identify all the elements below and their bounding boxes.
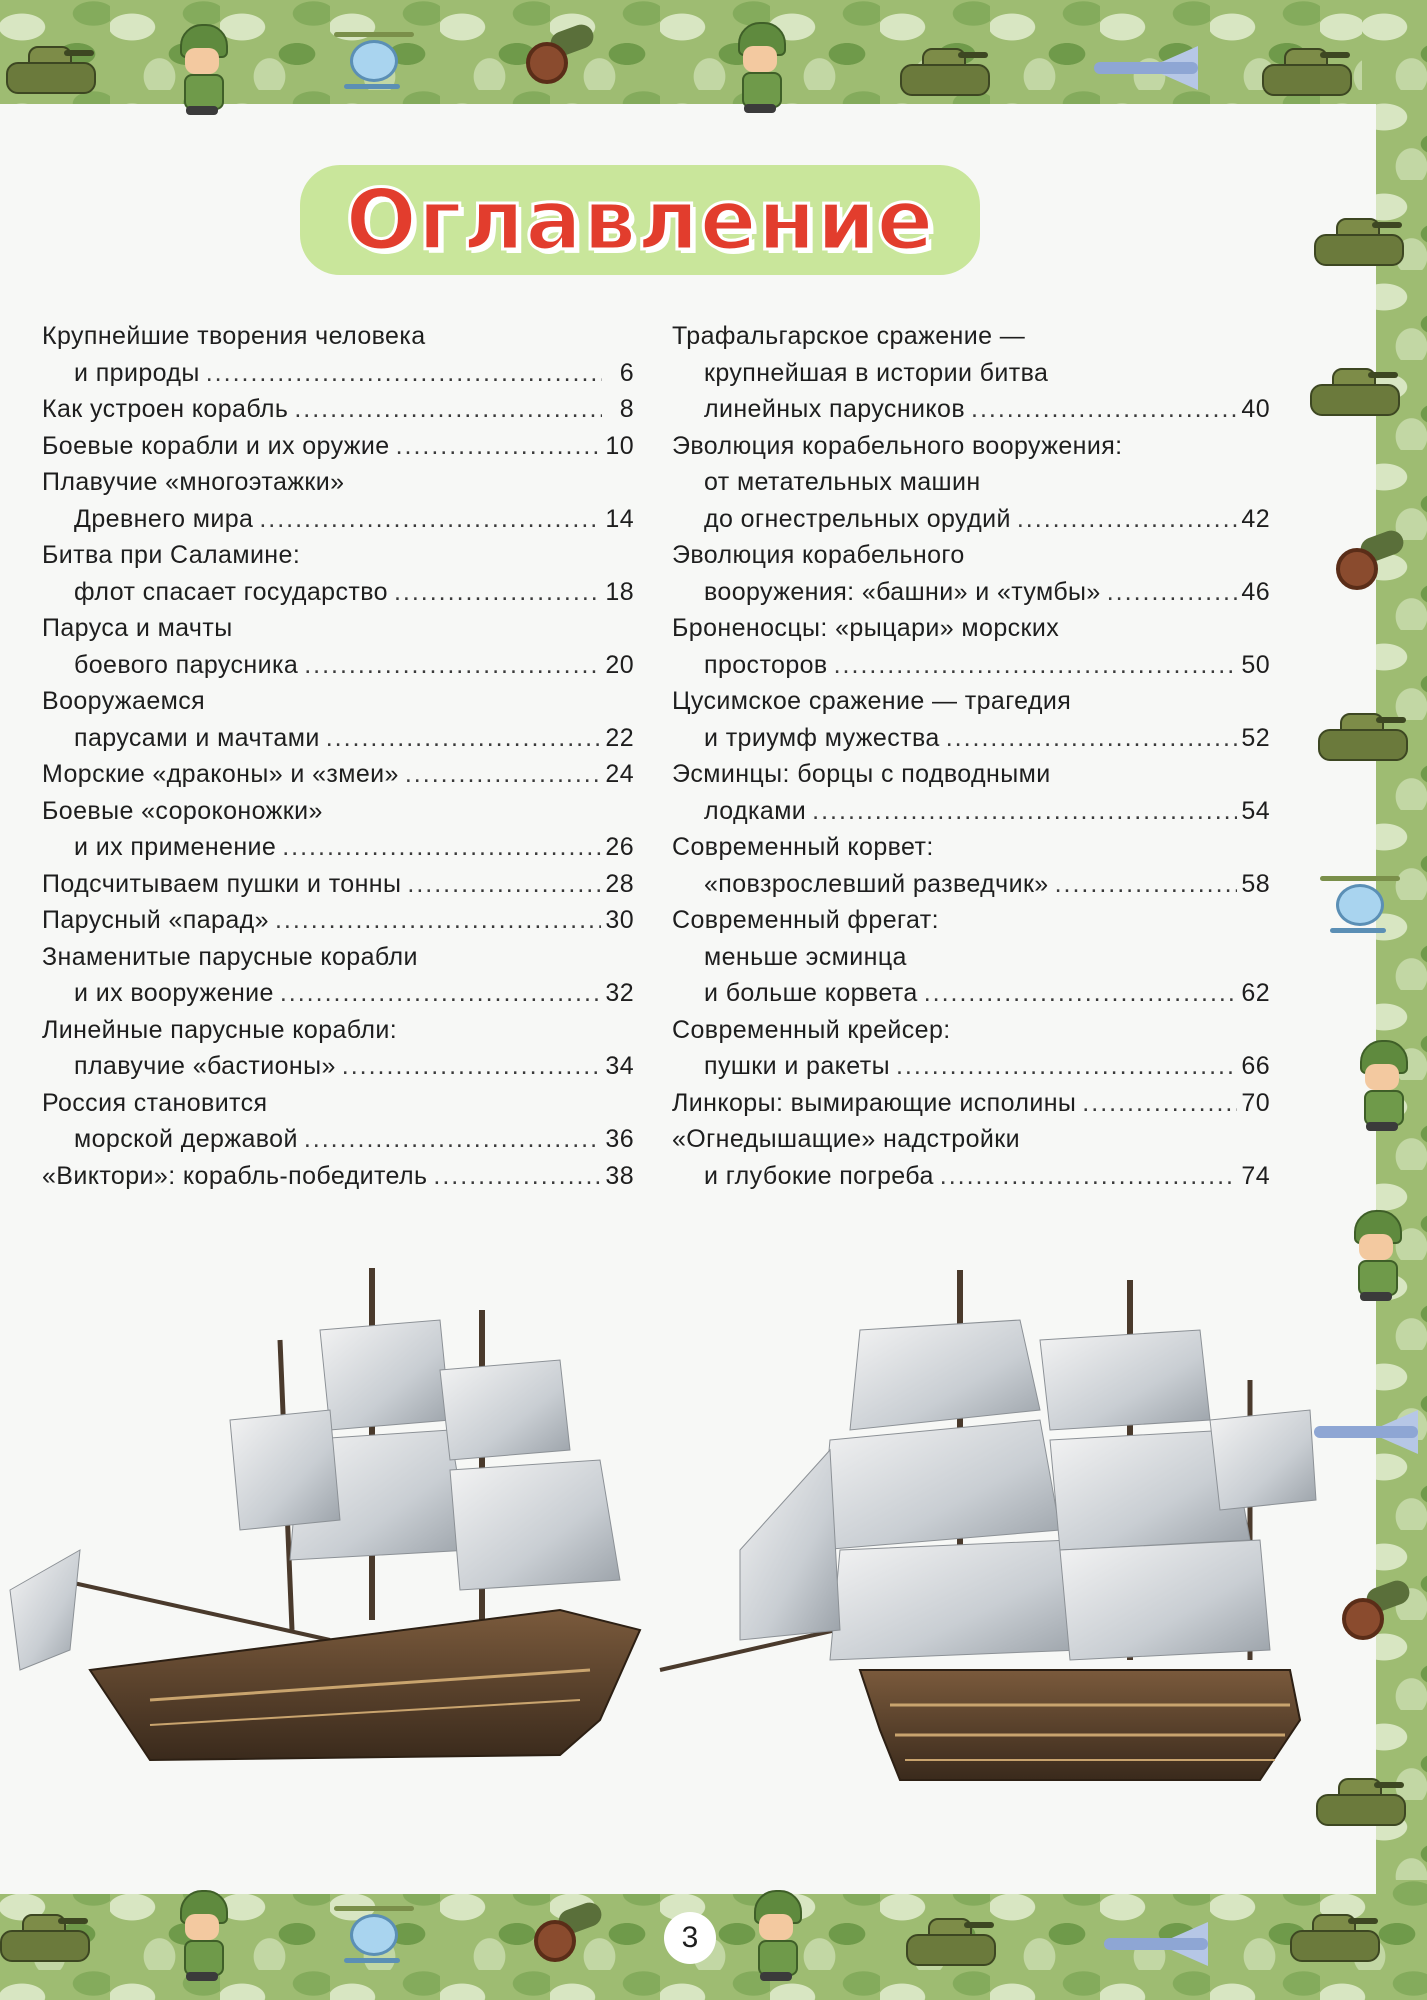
toc-entry-line [42,906,634,943]
jet-icon [1090,36,1200,100]
dot-leader [834,651,1238,680]
toc-entry-text: Эволюция корабельного [672,541,965,569]
toc-entry[interactable] [672,541,1270,614]
toc-entry-text: линейных парусников [704,395,966,423]
toc-entry-line [672,432,1270,469]
toc-entry-line [42,1089,634,1126]
toc-entry[interactable] [672,322,1270,432]
toc-entry[interactable] [42,760,634,797]
toc-entry-line [42,979,634,1016]
toc-page-number: 14 [605,504,634,533]
dot-leader [326,724,602,753]
soldier-icon [176,1890,228,1982]
soldier-icon [750,1890,802,1982]
toc-entry[interactable] [42,687,634,760]
toc-entry-text: Как устроен корабль [42,395,289,423]
toc-page-number: 10 [605,431,634,460]
toc-entry-line [42,505,634,542]
toc-entry-line [42,797,634,834]
tank-icon [1314,210,1400,266]
toc-entry[interactable] [42,943,634,1016]
tank-icon [0,1906,86,1962]
toc-entry-line [42,1016,634,1053]
toc-page-number: 24 [605,760,634,788]
page-number: 3 [664,1912,716,1964]
toc-entry-text: Современный крейсер: [672,1015,951,1044]
toc-entry-text: Древнего мира [74,504,254,533]
toc-entry-text: Россия становится [42,1088,268,1117]
toc-entry-text: крупнейшая в истории битва [704,358,1049,387]
toc-entry-line [42,724,634,761]
tank-icon [1290,1906,1376,1962]
page-title [300,165,980,275]
toc-entry-text: флот спасает государство [74,577,388,606]
toc-page-number: 30 [605,906,634,934]
toc-entry-line [672,1052,1270,1089]
toc-page-number: 46 [1241,577,1270,606]
toc-entry-line [672,760,1270,797]
toc-entry-line [672,505,1270,542]
toc-entry-line [42,359,634,396]
toc-entry-text: Крупнейшие творения человека [42,322,426,350]
jet-icon [1310,1400,1420,1464]
toc-entry-text: и природы [74,358,200,387]
toc-entry-text: от метательных машин [704,468,981,496]
toc-entry-line [42,395,634,432]
toc-entry-text: Плавучие «многоэтажки» [42,468,345,496]
toc-page-number: 70 [1241,1088,1270,1117]
toc-page-number: 62 [1241,979,1270,1007]
dot-leader [275,906,601,935]
toc-entry-text: парусами и мачтами [74,723,320,752]
toc-entry[interactable] [672,906,1270,1016]
toc-entry-text: Линкоры: вымирающие исполины [672,1088,1077,1117]
dot-leader [940,1162,1238,1191]
dot-leader [282,833,601,862]
toc-page-number: 66 [1241,1052,1270,1080]
toc-entry-text: Подсчитываем пушки и тонны [42,869,402,898]
toc-entry-text: морской державой [74,1125,298,1153]
toc-page-number: 8 [619,395,634,423]
toc-entry-line [42,541,634,578]
toc-page-number: 74 [1241,1161,1270,1190]
dot-leader [405,760,602,789]
toc-entry-line [672,797,1270,834]
toc-entry-line [672,395,1270,432]
toc-entry[interactable] [42,1016,634,1089]
toc-page-number: 52 [1241,723,1270,752]
toc-page-number: 58 [1241,869,1270,898]
toc-page-number: 32 [605,979,634,1007]
soldier-icon [176,24,228,116]
dot-leader [924,979,1238,1008]
dot-leader [896,1052,1237,1081]
toc-entry[interactable] [672,1125,1270,1198]
toc-entry[interactable] [42,468,634,541]
toc-entry-line [42,870,634,907]
jet-icon [1100,1912,1210,1976]
toc-entry-line [672,468,1270,505]
toc-entry[interactable] [42,614,634,687]
toc-entry[interactable] [672,1089,1270,1126]
toc-entry-line [672,1089,1270,1126]
toc-entry-line [42,1162,634,1199]
toc-page-number: 40 [1241,395,1270,423]
toc-entry-line [42,760,634,797]
left-ship [10,1268,640,1760]
toc-entry-line [42,1052,634,1089]
toc-entry-text: пушки и ракеты [704,1052,890,1080]
toc-entry-text: плавучие «бастионы» [74,1052,336,1080]
toc-entry-text: просторов [704,650,828,679]
tank-icon [1310,360,1396,416]
toc-page-number: 50 [1241,650,1270,679]
toc-entry-line [42,578,634,615]
toc-page-number: 26 [605,833,634,861]
toc-entry-text: и их применение [74,833,277,861]
toc-entry-text: Знаменитые парусные корабли [42,942,418,971]
toc-entry-text: Парусный «парад» [42,906,269,934]
tank-icon [6,38,92,94]
tank-icon [900,40,986,96]
toc-entry[interactable] [42,1162,634,1199]
toc-entry-line [672,687,1270,724]
dot-leader [407,870,601,899]
cannon-icon [528,1902,604,1966]
toc-entry-line [672,359,1270,396]
toc-page-number: 42 [1241,504,1270,533]
toc-entry-text: и триумф мужества [704,723,940,752]
toc-entry-text: Эсминцы: борцы с подводными [672,760,1051,788]
toc-entry-text: Битва при Саламине: [42,541,301,569]
toc-entry[interactable] [42,797,634,870]
toc-entry-line [672,833,1270,870]
tank-icon [1262,40,1348,96]
toc-entry-text: вооружения: «башни» и «тумбы» [704,577,1101,606]
dot-leader [1055,870,1238,899]
toc-entry-line [672,541,1270,578]
toc-entry-line [672,906,1270,943]
toc-entry-text: Современный фрегат: [672,906,939,934]
toc-entry-line [42,833,634,870]
toc-entry-text: и глубокие погреба [704,1161,934,1190]
dot-leader [946,724,1238,753]
toc-entry-line [672,979,1270,1016]
helicopter-icon [334,1900,414,1970]
toc-entry-line [672,870,1270,907]
dot-leader [971,395,1237,424]
toc-entry-text: «Виктори»: корабль-победитель [42,1161,428,1190]
tank-icon [1318,705,1404,761]
dot-leader [304,651,601,680]
soldier-icon [1350,1210,1402,1302]
toc-entry[interactable] [672,760,1270,833]
toc-entry-text: Боевые «сороконожки» [42,796,323,825]
toc-page-number: 6 [619,358,634,387]
toc-entry-text: Эволюция корабельного вооружения: [672,431,1123,460]
helicopter-icon [334,26,414,96]
dot-leader [304,1125,602,1154]
toc-entry-line [672,724,1270,761]
toc-entry-line [42,468,634,505]
toc-entry[interactable] [42,541,634,614]
tank-icon [1316,1770,1402,1826]
toc-entry-text: и их вооружение [74,979,274,1007]
dot-leader [1082,1089,1237,1118]
cannon-icon [1336,1580,1412,1644]
dot-leader [206,359,602,388]
dot-leader [1107,578,1238,607]
toc-entry-text: Современный корвет: [672,833,934,861]
toc-entry-text: «Огнедышащие» надстройки [672,1125,1020,1153]
toc-entry[interactable] [672,614,1270,687]
toc-entry-line [672,614,1270,651]
cannon-icon [520,24,596,88]
toc-entry[interactable] [42,906,634,943]
cannon-icon [1330,530,1406,594]
toc-page-number: 36 [605,1125,634,1153]
dot-leader [396,432,602,461]
toc-entry[interactable] [42,432,634,469]
toc-page-number: 28 [605,869,634,898]
toc-entry-text: Паруса и мачты [42,614,233,642]
dot-leader [812,797,1237,826]
soldier-icon [1356,1040,1408,1132]
dot-leader [433,1162,601,1191]
dot-leader [294,395,602,424]
toc-page-number: 22 [605,723,634,752]
toc-entry-text: Морские «драконы» и «змеи» [42,760,399,788]
toc-entry[interactable] [672,432,1270,542]
toc-entry-text: лодками [704,796,807,825]
toc-entry-line [672,578,1270,615]
helicopter-icon [1320,870,1400,940]
toc-entry-text: Трафальгарское сражение — [672,322,1026,350]
toc-entry-text: и больше корвета [704,979,918,1007]
toc-entry[interactable] [42,395,634,432]
soldier-icon [734,22,786,114]
toc-page-number: 38 [605,1161,634,1190]
toc-entry-line [672,1016,1270,1053]
toc-entry[interactable] [672,1016,1270,1089]
toc-entry-line [42,432,634,469]
toc-entry-line [42,322,634,359]
toc-entry-line [672,1125,1270,1162]
dot-leader [259,505,601,534]
toc-entry-line [42,1125,634,1162]
toc-entry-line [672,1162,1270,1199]
toc-entry-text: меньше эсминца [704,942,907,971]
toc-entry-line [672,322,1270,359]
toc-entry[interactable] [672,687,1270,760]
toc-page-number: 18 [605,577,634,606]
toc-entry-line [42,687,634,724]
toc-entry-text: Боевые корабли и их оружие [42,431,390,460]
title-text: Оглавление [345,171,935,269]
tank-icon [906,1910,992,1966]
toc-entry-text: Броненосцы: «рыцари» морских [672,614,1060,642]
dot-leader [1017,505,1238,534]
toc-page-number: 54 [1241,796,1270,825]
dot-leader [280,979,602,1008]
right-ship [660,1270,1316,1780]
toc-entry-text: «повзрослевший разведчик» [704,869,1049,898]
toc-entry[interactable] [42,322,634,395]
toc-page-number: 34 [605,1052,634,1080]
dot-leader [394,578,601,607]
toc-entry-line [42,614,634,651]
toc-entry-text: до огнестрельных орудий [704,504,1011,533]
toc-entry-text: Линейные парусные корабли: [42,1015,398,1044]
toc-entry-line [672,943,1270,980]
toc-entry[interactable] [42,870,634,907]
toc-entry-text: Цусимское сражение — трагедия [672,687,1072,715]
toc-entry-text: Вооружаемся [42,687,206,715]
toc-entry[interactable] [42,1089,634,1162]
toc-column-right [672,322,1270,1198]
toc-entry[interactable] [672,833,1270,906]
toc-entry-line [42,651,634,688]
sailing-ships-illustration [0,1250,1320,1810]
toc-entry-line [672,651,1270,688]
toc-page-number: 20 [605,650,634,679]
toc-column-left [42,322,634,1198]
toc-entry-text: боевого парусника [74,650,299,679]
dot-leader [342,1052,602,1081]
toc-entry-line [42,943,634,980]
